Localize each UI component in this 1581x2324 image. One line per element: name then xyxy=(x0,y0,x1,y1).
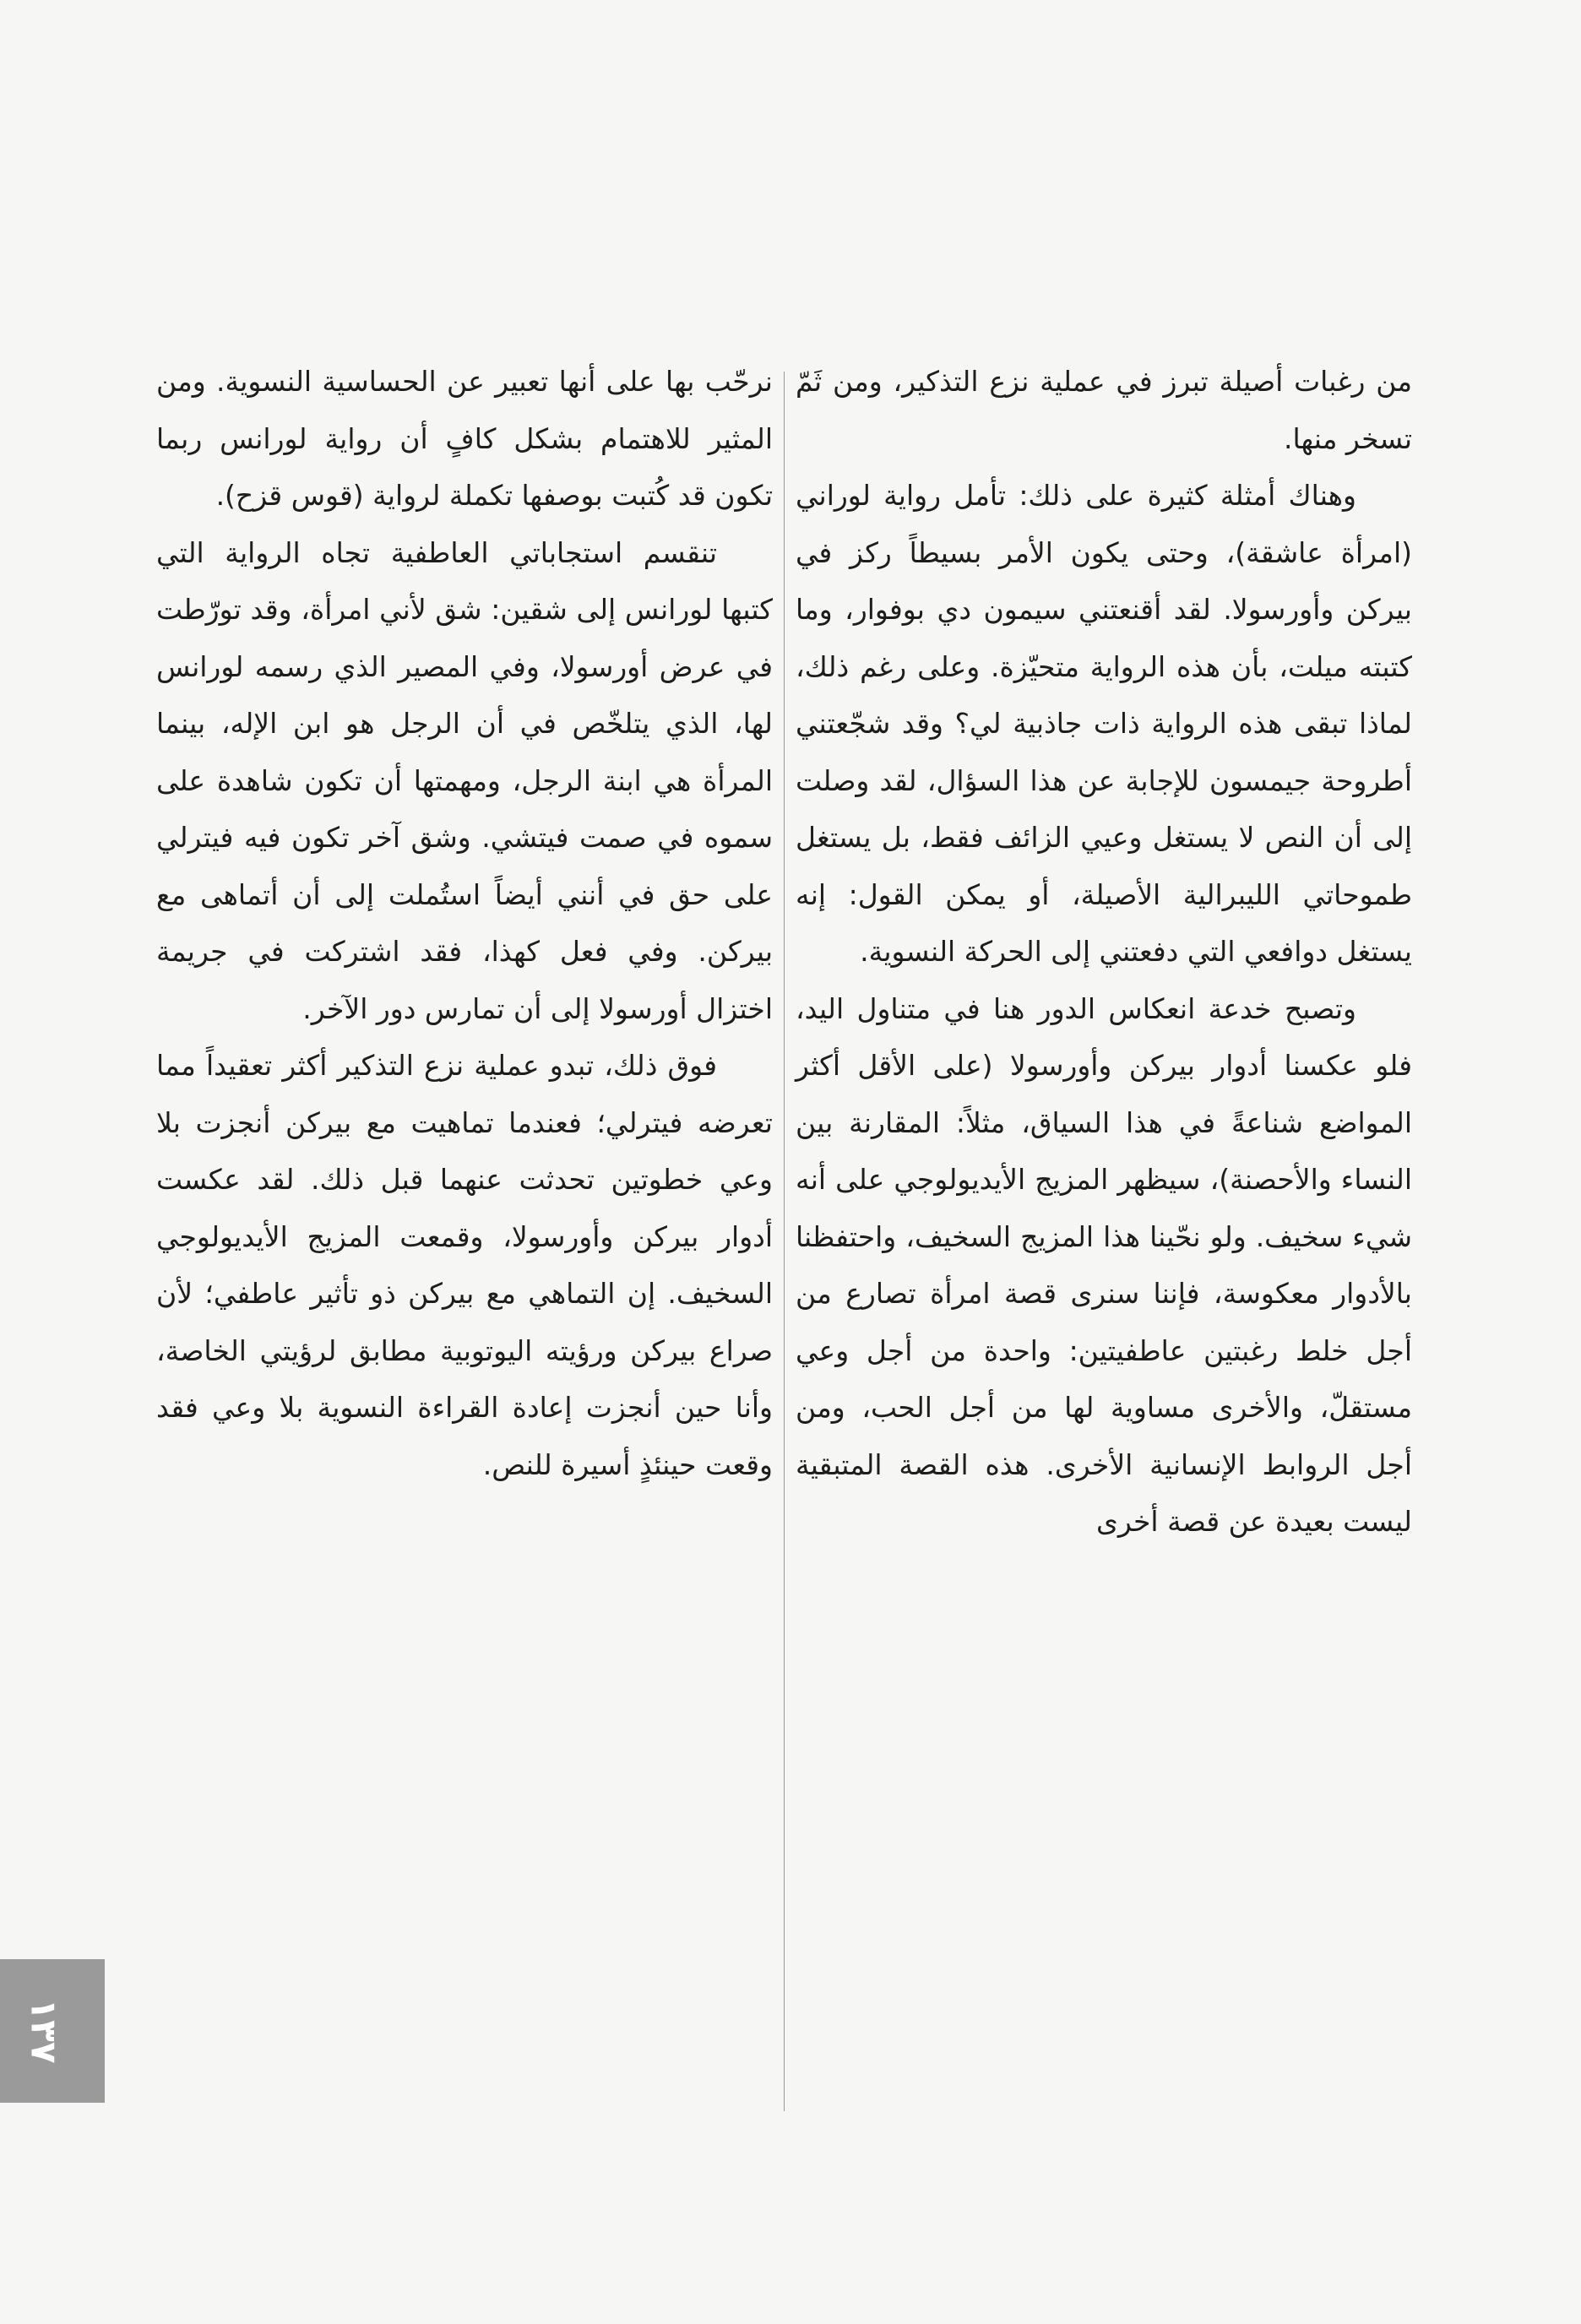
paragraph: وتصبح خدعة انعكاس الدور هنا في متناول اليد، فلو عكسنا أدوار بيركن وأورسولا (على الأقل أكثر المواضع شناعةً في هذا السياق، مثلاً: المقارنة بين النساء والأحصنة)، سيظهر المزيج الأيديولوجي على أنه شيء سخيف. ولو نحّينا هذا المزيج السخيف، واحتفظنا بالأدوار معكوسة، فإننا سنرى قصة امرأة تصارع من أجل خلط رغبتين عاطفيتين: واحدة من أجل وعي مستقلّ، والأخرى مساوية لها من أجل الحب، ومن أجل الروابط الإنسانية الأخرى. هذه القصة المتبقية ليست بعيدة عن قصة أخرى xyxy=(796,991,1412,1538)
column-divider xyxy=(784,372,785,2111)
paragraph: نرحّب بها على أنها تعبير عن الحساسية النسوية. ومن المثير للاهتمام بشكل كافٍ أن رواية لورانس ربما تكون قد كُتبت بوصفها تكملة لرواية (قوس قزح). xyxy=(156,365,773,512)
paragraph: فوق ذلك، تبدو عملية نزع التذكير أكثر تعقيداً مما تعرضه فيترلي؛ فعندما تماهيت مع بيركن أنجزت بلا وعي خطوتين تحدثت عنهما قبل ذلك. لقد عكست أدوار بيركن وأورسولا، وقمعت المزيج الأيديولوجي السخيف. إن التماهي مع بيركن ذو تأثير عاطفي؛ لأن صراع بيركن ورؤيته اليوتوبية مطابق لرؤيتي الخاصة، وأنا حين أنجزت إعادة القراءة النسوية بلا وعي فقد وقعت حينئذٍ أسيرة للنص. xyxy=(156,1049,773,1481)
page-number: ١٣٧ xyxy=(23,1998,65,2064)
left-text-column xyxy=(156,353,773,1493)
right-text-column xyxy=(796,353,1412,1550)
paragraph: من رغبات أصيلة تبرز في عملية نزع التذكير، ومن ثَمّ تسخر منها. xyxy=(796,365,1412,455)
paragraph: وهناك أمثلة كثيرة على ذلك: تأمل رواية لوراني (امرأة عاشقة)، وحتى يكون الأمر بسيطاً ركز في بيركن وأورسولا. لقد أقنعتني سيمون دي بوفوار، وما كتبته ميلت، بأن هذه الرواية متحيّزة. وعلى رغم ذلك، لماذا تبقى هذه الرواية ذات جاذبية لي؟ وقد شجّعتني أطروحة جيمسون للإجابة عن هذا السؤال، لقد وصلت إلى أن النص لا يستغل وعيي الزائف فقط، بل يستغل طموحاتي الليبرالية الأصيلة، أو يمكن القول: إنه يستغل دوافعي التي دفعتني إلى الحركة النسوية. xyxy=(796,479,1412,968)
paragraph: تنقسم استجاباتي العاطفية تجاه الرواية التي كتبها لورانس إلى شقين: شق لأني امرأة، وقد تورّطت في عرض أورسولا، وفي المصير الذي رسمه لورانس لها، الذي يتلخّص في أن الرجل هو ابن الإله، بينما المرأة هي ابنة الرجل، ومهمتها أن تكون شاهدة على سموه في صمت فيتشي. وشق آخر تكون فيه فيترلي على حق في أنني أيضاً استُملت إلى أن أتماهى مع بيركن. وفي فعل كهذا، فقد اشتركت في جريمة اختزال أورسولا إلى أن تمارس دور الآخر. xyxy=(156,535,773,1025)
